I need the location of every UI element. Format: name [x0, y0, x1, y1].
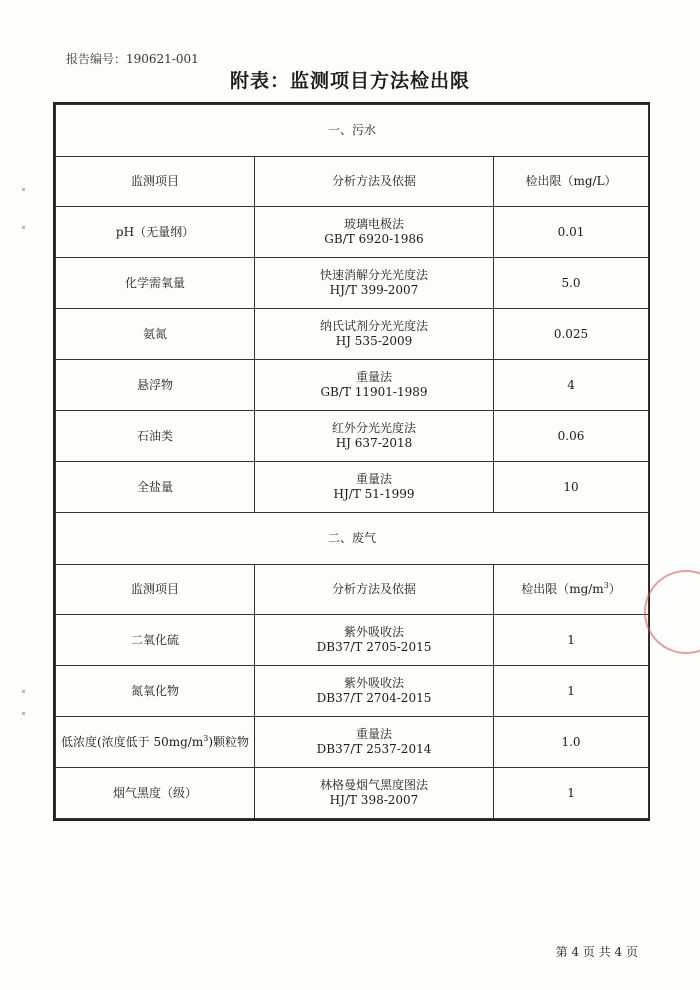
header-row	[56, 565, 649, 615]
header-item: 监测项目	[56, 157, 255, 207]
table-row	[56, 360, 649, 411]
method-cell	[255, 411, 494, 462]
method-name: 重量法	[355, 472, 392, 486]
method-standard: HJ/T 398-2007	[329, 793, 419, 807]
method-cell	[255, 462, 494, 513]
method-cell	[255, 258, 494, 309]
method-standard: DB37/T 2704-2015	[316, 691, 432, 705]
method-name: 重量法	[355, 727, 392, 741]
method-name: 玻璃电极法	[343, 217, 404, 231]
method-cell	[255, 768, 494, 819]
method-name: 林格曼烟气黑度图法	[319, 778, 428, 792]
table-row	[56, 666, 649, 717]
item-cell: 二氧化硫	[56, 615, 255, 666]
scan-mark	[22, 712, 25, 715]
table-row	[56, 462, 649, 513]
method-cell	[255, 309, 494, 360]
method-standard: DB37/T 2705-2015	[316, 640, 432, 654]
item-text-end: )颗粒物	[208, 734, 250, 749]
table-row	[56, 258, 649, 309]
item-cell: 悬浮物	[56, 360, 255, 411]
header-method: 分析方法及依据	[255, 565, 494, 615]
item-cell	[56, 717, 255, 768]
limit-cell: 0.01	[494, 207, 649, 258]
report-number: 报告编号：190621-001	[66, 52, 199, 66]
item-cell: 氮氧化物	[56, 666, 255, 717]
item-cell: 化学需氧量	[56, 258, 255, 309]
seal-stamp-icon	[644, 570, 700, 654]
method-cell	[255, 615, 494, 666]
method-cell	[255, 666, 494, 717]
header-limit-close: ）	[608, 582, 621, 596]
header-limit	[494, 565, 649, 615]
limit-cell: 1	[494, 666, 649, 717]
method-cell	[255, 717, 494, 768]
limit-cell: 1	[494, 615, 649, 666]
method-standard: HJ 535-2009	[335, 334, 413, 348]
header-method: 分析方法及依据	[255, 157, 494, 207]
section-title: 一、污水	[56, 105, 649, 157]
section-row-gas	[56, 513, 649, 565]
header-limit: 检出限（mg/L）	[494, 157, 649, 207]
section-title: 二、废气	[56, 513, 649, 565]
method-standard: GB/T 6920-1986	[324, 232, 424, 246]
limit-cell: 1.0	[494, 717, 649, 768]
method-cell	[255, 207, 494, 258]
header-limit-sup: 3	[603, 581, 609, 590]
method-standard: DB37/T 2537-2014	[316, 742, 432, 756]
method-standard: GB/T 11901-1989	[320, 385, 428, 399]
method-standard: HJ 637-2018	[335, 436, 413, 450]
scan-mark	[22, 226, 25, 229]
item-cell: 石油类	[56, 411, 255, 462]
table-row	[56, 309, 649, 360]
item-text: 低浓度(浓度低于 50mg/m	[60, 734, 204, 749]
header-row	[56, 157, 649, 207]
method-standard: HJ/T 399-2007	[329, 283, 419, 297]
method-limit-table	[53, 102, 650, 821]
method-name: 红外分光光度法	[331, 421, 416, 435]
table-row	[56, 615, 649, 666]
scan-mark	[22, 188, 25, 191]
method-name: 重量法	[355, 370, 392, 384]
item-cell: pH（无量纲）	[56, 207, 255, 258]
table-row	[56, 768, 649, 819]
page-title: 附表：监测项目方法检出限	[229, 70, 470, 92]
method-name: 紫外吸收法	[343, 625, 404, 639]
method-standard: HJ/T 51-1999	[333, 487, 415, 501]
header-limit-text: 检出限（mg/m	[521, 582, 604, 596]
limit-cell: 5.0	[494, 258, 649, 309]
method-name: 纳氏试剂分光光度法	[319, 319, 428, 333]
table-row	[56, 411, 649, 462]
scan-mark	[22, 690, 25, 693]
limit-cell: 4	[494, 360, 649, 411]
method-cell	[255, 360, 494, 411]
table-row	[56, 207, 649, 258]
page-number: 第 4 页 共 4 页	[555, 945, 638, 959]
item-cell: 全盐量	[56, 462, 255, 513]
item-sup: 3	[203, 733, 209, 743]
table-row	[56, 717, 649, 768]
section-row-water	[56, 105, 649, 157]
item-cell: 烟气黑度（级）	[56, 768, 255, 819]
item-cell: 氨氮	[56, 309, 255, 360]
header-item: 监测项目	[56, 565, 255, 615]
limit-cell: 0.025	[494, 309, 649, 360]
limit-cell: 10	[494, 462, 649, 513]
method-name: 紫外吸收法	[343, 676, 404, 690]
method-name: 快速消解分光光度法	[319, 268, 428, 282]
limit-cell: 0.06	[494, 411, 649, 462]
limit-cell: 1	[494, 768, 649, 819]
